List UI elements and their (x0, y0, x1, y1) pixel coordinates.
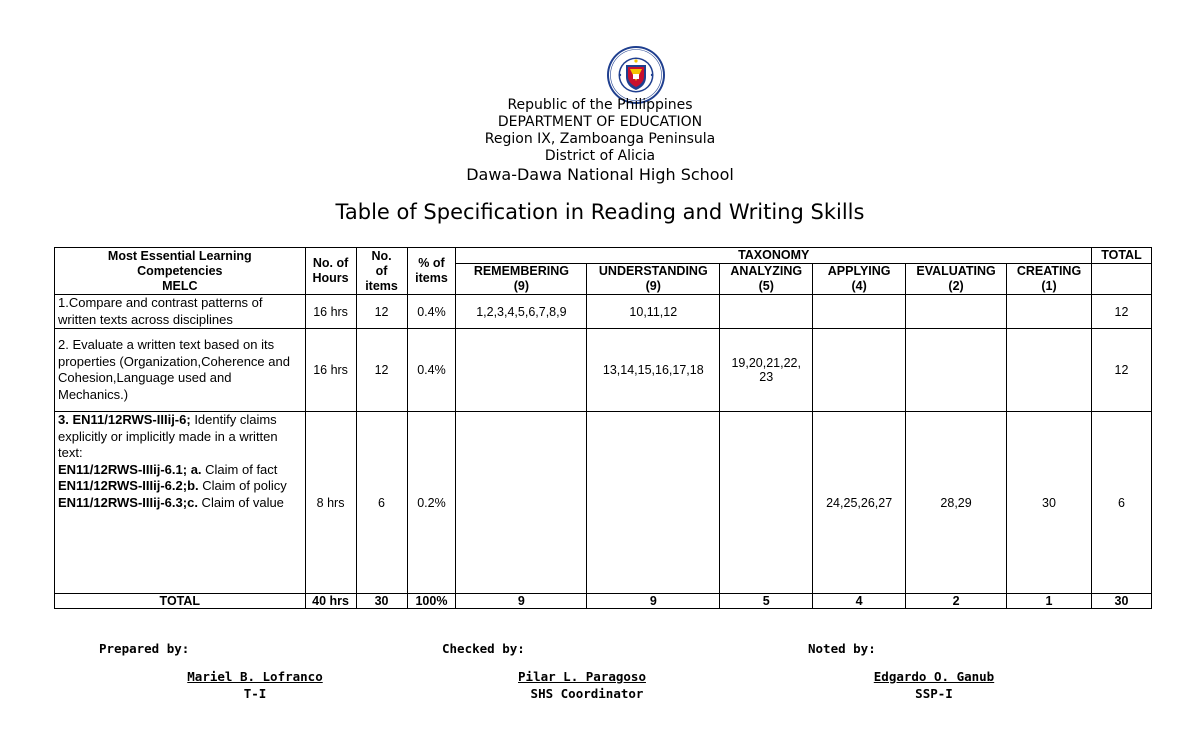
specification-table (54, 247, 1152, 609)
header-total-blank (1091, 264, 1151, 295)
region-line: Region IX, Zamboanga Peninsula (484, 131, 716, 147)
hours-cell: 8 hrs (305, 412, 356, 594)
noter-name: Edgardo O. Ganub (873, 669, 995, 684)
preparer-name: Mariel B. Lofranco (187, 669, 323, 684)
understanding-cell (587, 412, 720, 594)
remembering-cell (456, 329, 587, 412)
evaluating-cell (906, 329, 1007, 412)
totals-understanding: 9 (587, 594, 720, 609)
analyzing-cell (720, 412, 813, 594)
percent-cell: 0.4% (407, 329, 456, 412)
noter-position: SSP-I (915, 686, 953, 701)
prepared-by-label: Prepared by: (99, 641, 190, 656)
percent-cell: 0.2% (407, 412, 456, 594)
items-cell: 12 (356, 295, 407, 329)
analyzing-cell: 19,20,21,22, 23 (720, 329, 813, 412)
school-name: Dawa-Dawa National High School (466, 165, 734, 184)
applying-cell (813, 295, 906, 329)
header-hours: No. of Hours (305, 248, 356, 295)
totals-creating: 1 (1007, 594, 1092, 609)
row-total-cell: 6 (1091, 412, 1151, 594)
totals-evaluating: 2 (906, 594, 1007, 609)
noted-by-label: Noted by: (808, 641, 876, 656)
checker-name: Pilar L. Paragoso (518, 669, 646, 684)
remembering-cell (456, 412, 587, 594)
evaluating-cell (906, 295, 1007, 329)
deped-seal-logo (606, 45, 666, 105)
percent-cell: 0.4% (407, 295, 456, 329)
understanding-cell: 10,11,12 (587, 295, 720, 329)
totals-hours: 40 hrs (305, 594, 356, 609)
header-melc: Most Essential Learning Competencies MELC (55, 248, 306, 295)
row-total-cell: 12 (1091, 329, 1151, 412)
applying-cell (813, 329, 906, 412)
totals-analyzing: 5 (720, 594, 813, 609)
competency-cell: 1.Compare and contrast patterns of written texts across disciplines (55, 295, 306, 329)
remembering-cell: 1,2,3,4,5,6,7,8,9 (456, 295, 587, 329)
creating-cell (1007, 329, 1092, 412)
totals-items: 30 (356, 594, 407, 609)
letterhead (0, 97, 1200, 185)
creating-cell (1007, 295, 1092, 329)
checker-position: SHS Coordinator (530, 686, 644, 701)
header-taxonomy: TAXONOMY (456, 248, 1092, 264)
totals-applying: 4 (813, 594, 906, 609)
header-remembering: REMEMBERING (9) (456, 264, 587, 295)
header-percent: % of items (407, 248, 456, 295)
applying-cell: 24,25,26,27 (813, 412, 906, 594)
items-cell: 12 (356, 329, 407, 412)
preparer-position: T-I (243, 686, 267, 701)
evaluating-cell: 28,29 (906, 412, 1007, 594)
understanding-cell: 13,14,15,16,17,18 (587, 329, 720, 412)
page-title: Table of Specification in Reading and Writing Skills (335, 200, 865, 224)
header-creating: CREATING (1) (1007, 264, 1092, 295)
header-analyzing: ANALYZING (5) (720, 264, 813, 295)
creating-cell: 30 (1007, 412, 1092, 594)
checked-by-label: Checked by: (442, 641, 525, 656)
hours-cell: 16 hrs (305, 329, 356, 412)
totals-percent: 100% (407, 594, 456, 609)
row-total-cell: 12 (1091, 295, 1151, 329)
totals-grand: 30 (1091, 594, 1151, 609)
table-row (55, 412, 1152, 594)
items-cell: 6 (356, 412, 407, 594)
header-total: TOTAL (1091, 248, 1151, 264)
header-evaluating: EVALUATING (2) (906, 264, 1007, 295)
country-line: Republic of the Philippines (507, 97, 693, 113)
competency-cell: 3. EN11/12RWS-IIIij-6; Identify claims explicitly or implicitly made in a written text: EN11/12RWS-IIIij-6.1; a. Claim of fact EN11/12RWS-IIIij-6.2;b. Claim of policy EN11/12RWS-IIIij-6.3;c. Claim of value (55, 412, 306, 594)
totals-label: TOTAL (55, 594, 306, 609)
header-items: No. of items (356, 248, 407, 295)
department-line: DEPARTMENT OF EDUCATION (497, 114, 703, 130)
hours-cell: 16 hrs (305, 295, 356, 329)
competency-cell: 2. Evaluate a written text based on its properties (Organization,Coherence and Cohesion,Language used and Mechanics.) (55, 329, 306, 412)
table-row (55, 295, 1152, 329)
analyzing-cell (720, 295, 813, 329)
header-applying: APPLYING (4) (813, 264, 906, 295)
table-row (55, 329, 1152, 412)
header-understanding: UNDERSTANDING (9) (587, 264, 720, 295)
district-line: District of Alicia (544, 148, 656, 164)
totals-row (55, 594, 1152, 609)
totals-remembering: 9 (456, 594, 587, 609)
